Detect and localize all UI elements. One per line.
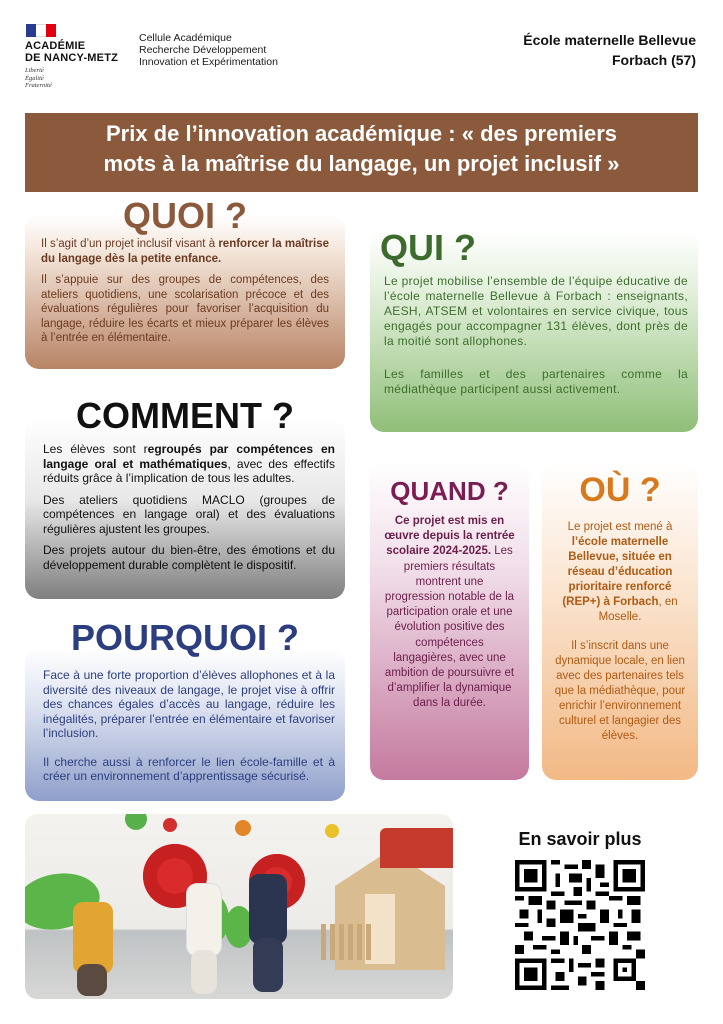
title-line: mots à la maîtrise du langage, un projet inclusif »: [103, 151, 620, 176]
child-yellow-legs: [77, 964, 107, 996]
cellule-line: Cellule Académique: [139, 32, 232, 44]
ou-heading: OÙ ?: [579, 471, 661, 509]
comment-text: Les élèves sont r: [43, 442, 148, 456]
comment-heading: COMMENT ?: [76, 395, 294, 436]
ou-text: , en Moselle.: [598, 596, 678, 623]
comment-paragraph: Des projets autour du bien-être, des émotions et du développement durable complètent le dispositif.: [43, 543, 335, 572]
school-info: [523, 30, 696, 70]
quand-heading: QUAND ?: [390, 476, 509, 506]
academie-logo: [25, 24, 133, 90]
child-navy-legs: [253, 938, 283, 992]
cellule-line: Innovation et Expérimentation: [139, 56, 278, 68]
quoi-heading: QUOI ?: [123, 195, 247, 236]
wall-dot-orange: [235, 820, 251, 836]
comment-text: , avec des effectifs réduits grâce à l’implication de tous les adultes.: [43, 456, 335, 485]
motto: [25, 67, 133, 90]
play-house-roof: [380, 828, 453, 868]
republique-francaise-flag-icon: [26, 24, 56, 37]
pourquoi-paragraph: Il cherche aussi à renforcer le lien école-famille et à créer un environnement d’apprentissage sécurisé.: [43, 754, 335, 783]
qr-code-icon[interactable]: [515, 860, 645, 990]
logo-name: ACADÉMIE DE NANCY-METZ: [25, 40, 119, 64]
child-white-legs: [191, 950, 217, 994]
cellule-line: Recherche Développement: [139, 44, 267, 56]
comment-paragraph: Des ateliers quotidiens MACLO (groupes de compétences en langage oral) et des évaluations régulières ajustent les groupes.: [43, 492, 335, 536]
comment-section: [25, 418, 345, 599]
school-name: École maternelle Bellevue: [523, 32, 696, 48]
pourquoi-paragraph: Face à une forte proportion d’élèves allophones et à la diversité des niveaux de langage, le projet vise à offrir des chances égales d’accès au langage, réduire les inégalités, préparer l’entrée en élémentaire et favoriser l’inclusion.: [43, 668, 335, 740]
title-banner: [25, 113, 698, 192]
qui-heading: QUI ?: [380, 227, 476, 268]
child-navy: [249, 874, 287, 944]
ou-text: Le projet est mené à: [567, 521, 673, 533]
ou-paragraph: Il s’inscrit dans une dynamique locale, en lien avec des partenaires tels que la médiathèque, pour enrichir l’environnement culturel et langagier des élèves.: [554, 640, 686, 742]
quoi-section: [25, 215, 345, 369]
child-white: [187, 884, 221, 956]
motto-line: Fraternité: [25, 82, 52, 89]
quoi-paragraph: Il s’appuie sur des groupes de compétences, des ateliers quotidiens, une scolarisation précoce et des évaluations régulières pour favoriser l’acquisition du langage, réduire les écarts et mieux préparer les élèves à l’entrée en élémentaire.: [41, 274, 329, 344]
title-line: Prix de l’innovation académique : « des premiers: [105, 121, 618, 146]
wall-dot-green: [125, 814, 147, 830]
motto-line: Égalité: [25, 74, 44, 82]
more-info-label: En savoir plus: [518, 829, 642, 849]
wall-dot-red: [163, 818, 177, 832]
quand-text: Les premiers résultats montrent une progression notable de la participation orale et une évolution positive des compétences langagières, avec une ambition de poursuivre et d’amplifier la dynamique dans la durée.: [384, 545, 515, 710]
wooden-gate: [321, 924, 371, 960]
classroom-photo: [25, 814, 453, 999]
pourquoi-section: [25, 648, 345, 801]
cellule-label: [139, 32, 278, 68]
quoi-paragraph: [41, 237, 329, 266]
quand-paragraph: [384, 514, 515, 712]
ou-emphasis: l’école maternelle Bellevue, située en réseau d’éducation prioritaire renforcé (REP+) à Forbach: [562, 536, 673, 608]
comment-paragraph: [43, 442, 335, 486]
motto-line: Liberté: [25, 67, 44, 74]
pourquoi-heading: POURQUOI ?: [70, 617, 299, 658]
wall-dot-yellow: [325, 824, 339, 838]
school-city: Forbach (57): [611, 52, 696, 68]
quoi-text: Il s’agit d’un projet inclusif visant à: [41, 238, 219, 250]
quand-section: [370, 462, 529, 780]
qui-paragraph: Les familles et des partenaires comme la médiathèque participent aussi activement.: [384, 367, 688, 396]
quoi-emphasis: renforcer la maîtrise du langage dès la petite enfance.: [41, 238, 329, 265]
qui-paragraph: Le projet mobilise l’ensemble de l’équipe éducative de l’école maternelle Bellevue à Forbach : enseignants, AESH, ATSEM et volontaires en service civique, tous engagés pour accompagner 131 élèves, dont près de la moitié sont allophones.: [384, 274, 688, 348]
quand-emphasis: Ce projet est mis en œuvre depuis la rentrée scolaire 2024-2025.: [384, 515, 515, 558]
ou-paragraph: [550, 520, 690, 625]
comment-emphasis: egroupés par compétences en langage oral et mathématiques: [43, 442, 336, 471]
